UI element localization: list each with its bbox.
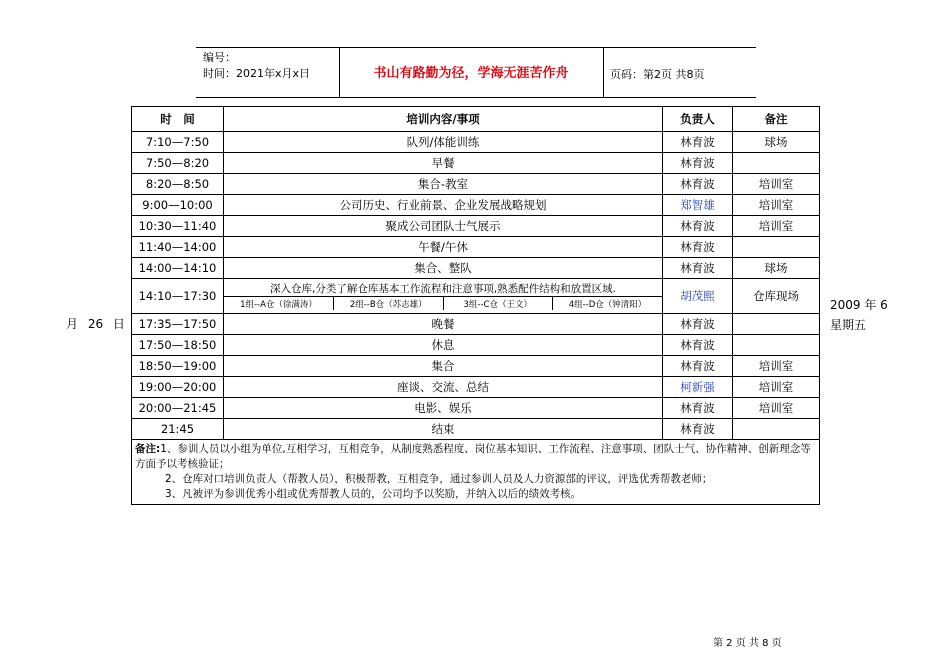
row-time: 7:10—7:50 bbox=[132, 132, 224, 153]
row-content: 集合、整队 bbox=[224, 258, 663, 279]
group-subtable bbox=[224, 296, 662, 310]
row-person: 林育波 bbox=[663, 258, 733, 279]
row-content: 休息 bbox=[224, 335, 663, 356]
table-row bbox=[132, 216, 820, 237]
row-note: 球场 bbox=[733, 258, 820, 279]
header-number-label: 编号： bbox=[203, 51, 236, 64]
row-note: 仓库现场 bbox=[733, 279, 820, 314]
row-note: 球场 bbox=[733, 132, 820, 153]
header-person: 负责人 bbox=[663, 107, 733, 132]
row-person: 林育波 bbox=[663, 216, 733, 237]
group-row bbox=[224, 297, 662, 311]
side-weekday: 星期五 bbox=[830, 318, 867, 332]
row-time: 21:45 bbox=[132, 419, 224, 440]
row-time: 17:35—17:50 bbox=[132, 314, 224, 335]
row-note: 培训室 bbox=[733, 377, 820, 398]
row-content: 晚餐 bbox=[224, 314, 663, 335]
group-cell: 2组--B仓（苏志雄） bbox=[334, 297, 444, 311]
row-content: 聚成公司团队士气展示 bbox=[224, 216, 663, 237]
table-row bbox=[132, 195, 820, 216]
header-divider-right bbox=[603, 47, 604, 97]
footer-page-number: 第 2 页 共 8 页 bbox=[713, 638, 782, 649]
row-person: 林育波 bbox=[663, 174, 733, 195]
group-cell: 3组--C仓（王文） bbox=[443, 297, 553, 311]
row-note: 培训室 bbox=[733, 195, 820, 216]
table-row bbox=[132, 377, 820, 398]
table-header-row bbox=[132, 107, 820, 132]
row-content: 结束 bbox=[224, 419, 663, 440]
table-row bbox=[132, 132, 820, 153]
row-note bbox=[733, 335, 820, 356]
row-person: 林育波 bbox=[663, 419, 733, 440]
note-item-1: 1、参训人员以小组为单位,互相学习，互相竞争，从制度熟悉程度、岗位基本知识、工作流程、注意事项、团队士气、协作精神、创新理念等方面予以考核验证； bbox=[135, 443, 811, 470]
side-month-day: 月 26 日 bbox=[66, 317, 125, 331]
header-page-label: 页码：第2页 共8页 bbox=[610, 68, 705, 81]
row-person: 胡茂熙 bbox=[663, 279, 733, 314]
row-time: 10:30—11:40 bbox=[132, 216, 224, 237]
row-time: 17:50—18:50 bbox=[132, 335, 224, 356]
row-note bbox=[733, 153, 820, 174]
row-person: 柯新强 bbox=[663, 377, 733, 398]
row-content: 早餐 bbox=[224, 153, 663, 174]
row-note: 培训室 bbox=[733, 356, 820, 377]
row-note: 培训室 bbox=[733, 398, 820, 419]
row-note: 培训室 bbox=[733, 216, 820, 237]
row-time: 19:00—20:00 bbox=[132, 377, 224, 398]
header-note: 备注 bbox=[733, 107, 820, 132]
header-motto: 书山有路勤为径，学海无涯苦作舟 bbox=[373, 66, 569, 81]
notes-row bbox=[132, 440, 820, 505]
header-content: 培训内容/事项 bbox=[224, 107, 663, 132]
row-content: 队列/体能训练 bbox=[224, 132, 663, 153]
row-time: 14:10—17:30 bbox=[132, 279, 224, 314]
row-content-warehouse bbox=[224, 279, 663, 314]
header-top-rule bbox=[196, 47, 756, 48]
side-year: 2009 年 6 bbox=[830, 298, 888, 312]
table-row bbox=[132, 419, 820, 440]
row-time: 7:50—8:20 bbox=[132, 153, 224, 174]
notes-cell bbox=[132, 440, 820, 505]
note-item-3: 3、凡被评为参训优秀小组或优秀帮教人员的，公司均予以奖励，并纳入以后的绩效考核。 bbox=[165, 488, 582, 500]
row-content: 座谈、交流、总结 bbox=[224, 377, 663, 398]
header-time-label: 时间：2021年x月x日 bbox=[203, 67, 311, 80]
group-cell: 1组--A仓（徐满涛） bbox=[224, 297, 334, 311]
row-content: 午餐/午休 bbox=[224, 237, 663, 258]
row-person: 林育波 bbox=[663, 132, 733, 153]
row-time: 9:00—10:00 bbox=[132, 195, 224, 216]
row-note bbox=[733, 314, 820, 335]
table-row bbox=[132, 153, 820, 174]
row-person: 郑智雄 bbox=[663, 195, 733, 216]
row-note: 培训室 bbox=[733, 174, 820, 195]
row-person: 林育波 bbox=[663, 237, 733, 258]
row-content: 公司历史、行业前景、企业发展战略规划 bbox=[224, 195, 663, 216]
row-time: 20:00—21:45 bbox=[132, 398, 224, 419]
row-content: 集合-教室 bbox=[224, 174, 663, 195]
table-row bbox=[132, 398, 820, 419]
table-row bbox=[132, 237, 820, 258]
row-note bbox=[733, 237, 820, 258]
table-row bbox=[132, 314, 820, 335]
row-content: 深入仓库,分类了解仓库基本工作流程和注意事项,熟悉配件结构和放置区域. bbox=[269, 283, 616, 295]
row-time: 8:20—8:50 bbox=[132, 174, 224, 195]
table-row bbox=[132, 335, 820, 356]
note-line-1 bbox=[135, 442, 816, 472]
group-cell: 4组--D仓（钟清阳） bbox=[553, 297, 663, 311]
row-person: 林育波 bbox=[663, 356, 733, 377]
header-bottom-rule bbox=[196, 97, 756, 98]
table-row bbox=[132, 258, 820, 279]
row-content: 电影、娱乐 bbox=[224, 398, 663, 419]
row-person: 林育波 bbox=[663, 314, 733, 335]
table-row bbox=[132, 356, 820, 377]
header-meta bbox=[203, 50, 310, 82]
notes-label: 备注: bbox=[135, 443, 161, 455]
row-time: 14:00—14:10 bbox=[132, 258, 224, 279]
side-date bbox=[830, 295, 888, 335]
row-note bbox=[733, 419, 820, 440]
row-person: 林育波 bbox=[663, 153, 733, 174]
table-row bbox=[132, 174, 820, 195]
row-content: 集合 bbox=[224, 356, 663, 377]
row-time: 11:40—14:00 bbox=[132, 237, 224, 258]
header-time: 时 间 bbox=[132, 107, 224, 132]
row-time: 18:50—19:00 bbox=[132, 356, 224, 377]
row-person: 林育波 bbox=[663, 398, 733, 419]
note-item-2: 2、仓库对口培训负责人（帮教人员），积极帮教，互相竞争，通过参训人员及人力资源部的评议，评选优秀帮教老师； bbox=[165, 473, 713, 485]
schedule-table bbox=[131, 106, 820, 505]
row-person: 林育波 bbox=[663, 335, 733, 356]
table-row bbox=[132, 279, 820, 314]
